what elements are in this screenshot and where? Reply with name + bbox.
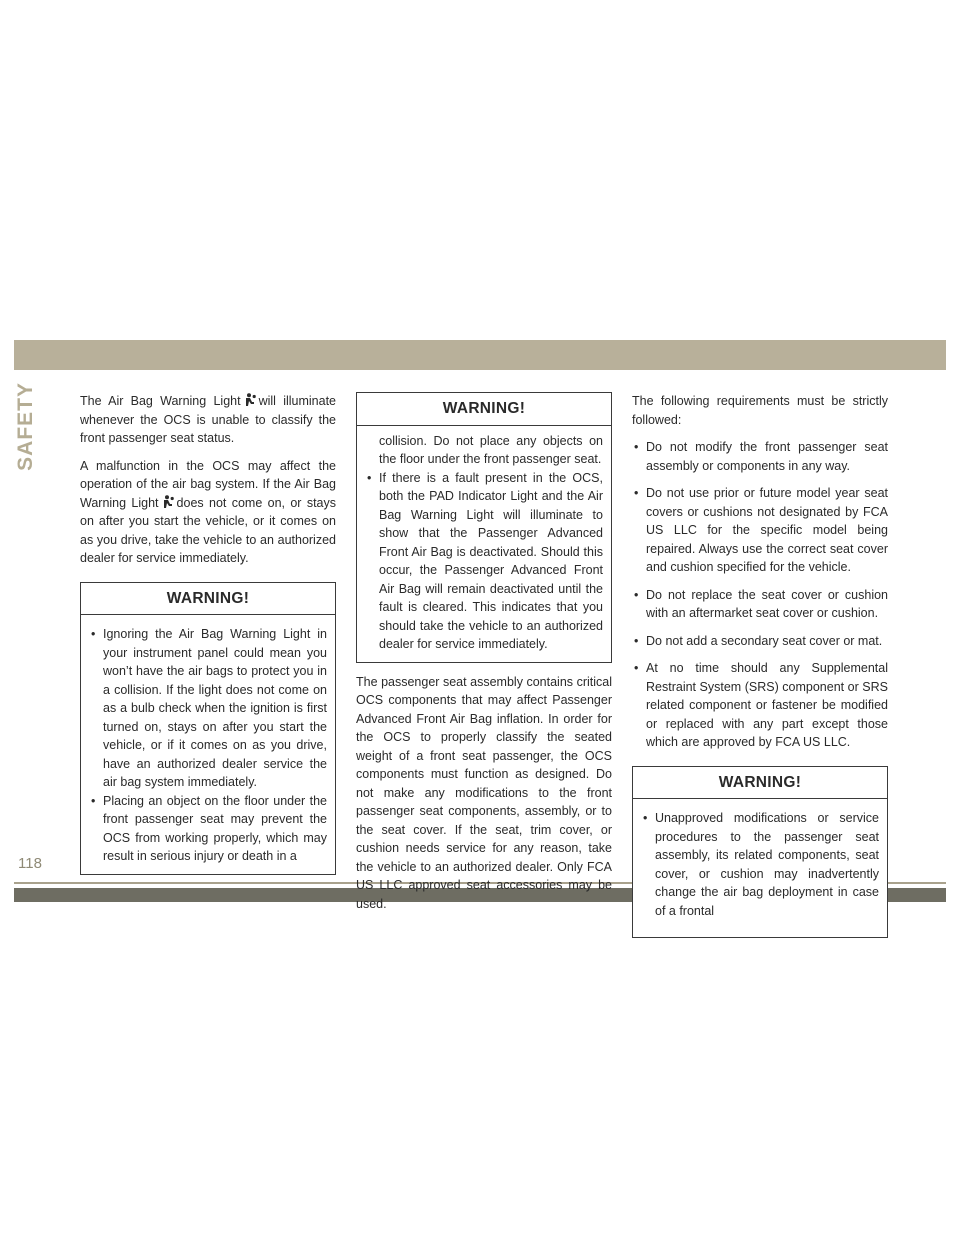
warning-body bbox=[633, 799, 887, 937]
warning-box bbox=[80, 582, 336, 875]
airbag-warning-icon bbox=[244, 393, 256, 407]
warning-body bbox=[357, 426, 611, 662]
paragraph-text: does not come on, or stays on after you start the vehicle, or it comes on as you drive, take the vehicle to an authorized dealer for service immediately. bbox=[80, 495, 336, 565]
section-tab: SAFETY bbox=[14, 382, 37, 471]
warning-box bbox=[632, 766, 888, 939]
column-1 bbox=[80, 392, 336, 885]
airbag-warning-icon bbox=[162, 495, 174, 509]
warning-continued-text: collision. Do not place any objects on the floor under the front passenger seat. bbox=[379, 433, 603, 466]
paragraph-seat-assembly: The passenger seat assembly contains critical OCS components that may affect Passenger Advanced Front Air Bag inflation. In order for the OCS to properly classify the seated weight of a front seat passenger, the OCS components must function as designed. Do not make any modifications to the front passenger seat components, assembly, or to the seat cover. If the seat, trim cover, or cushion needs service for any reason, take the vehicle to an authorized dealer. Only FCA US LLC approved seat accessories may be used. bbox=[356, 674, 612, 911]
warning-title: WARNING! bbox=[633, 767, 887, 800]
paragraph-requirements-intro: The following requirements must be strictly followed: bbox=[632, 394, 888, 427]
warning-item: • Ignoring the Air Bag Warning Light in your instrument panel could mean you won’t have the air bags to protect you in a collision. If the light does not come on as a bulb check when the ignition is first turned on, stays on after you start the vehicle, or if it comes on as you drive, have an authorized dealer service the air bag system immediately. bbox=[89, 625, 327, 792]
warning-title: WARNING! bbox=[357, 393, 611, 426]
warning-box bbox=[356, 392, 612, 663]
list-item: • Do not replace the seat cover or cushion with an aftermarket seat cover or cushion. bbox=[632, 586, 888, 623]
column-2 bbox=[356, 392, 612, 922]
page-number: 118 bbox=[18, 855, 42, 872]
warning-title: WARNING! bbox=[81, 583, 335, 616]
warning-item: • Unapproved modifications or service procedures to the passenger seat assembly, its related components, seat cover, or cushion may inadvertently change the air bag deployment in case of a frontal bbox=[641, 809, 879, 920]
list-item: • Do not add a secondary seat cover or mat. bbox=[632, 632, 888, 651]
header-bar bbox=[14, 340, 946, 370]
warning-item: • If there is a fault present in the OCS, both the PAD Indicator Light and the Air Bag Warning Light will illuminate to show that the Passenger Advanced Front Air Bag is deactivated. Should this occur, the Passenger Advanced Front Air Bag will remain deactivated until the fault is cleared. This indicates that you should take the vehicle to an authorized dealer for service immediately. bbox=[365, 469, 603, 654]
list-item: • At no time should any Supplemental Restraint System (SRS) component or SRS related component or fastener be modified or replaced with any part except those which are approved by FCA US LLC. bbox=[632, 659, 888, 752]
paragraph-malfunction bbox=[80, 457, 336, 568]
column-3 bbox=[632, 392, 888, 948]
paragraph-warning-light bbox=[80, 392, 336, 448]
paragraph-text: The Air Bag Warning Light bbox=[80, 394, 241, 408]
warning-body bbox=[81, 615, 335, 874]
paragraph-text: A malfunction in the OCS may affect the operation of the air bag system. If the Air Bag Warning Light bbox=[80, 458, 336, 510]
warning-item: • Placing an object on the floor under the front passenger seat may prevent the OCS from working properly, which may result in serious injury or death in a bbox=[89, 792, 327, 866]
requirements-list bbox=[632, 438, 888, 752]
list-item: • Do not use prior or future model year seat covers or cushions not designated by FCA US LLC for the specific model being repaired. Always use the correct seat cover and cushion specified for the vehicle. bbox=[632, 484, 888, 577]
list-item: • Do not modify the front passenger seat assembly or components in any way. bbox=[632, 438, 888, 475]
paragraph-text: will illuminate whenever the OCS is unable to classify the front passenger seat status. bbox=[80, 394, 336, 445]
